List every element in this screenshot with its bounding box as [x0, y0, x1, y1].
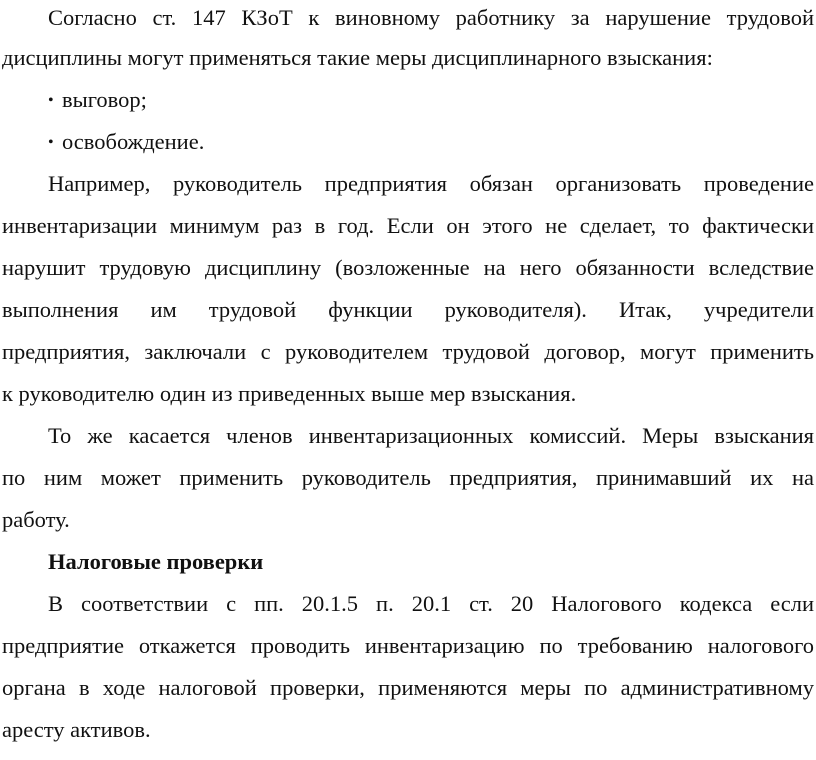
paragraph-line: к руководителю один из приведенных выше мер взыскания. [2, 381, 577, 406]
paragraph-line: дисциплины могут применяться такие меры дисциплинарного взыскания: [2, 45, 713, 70]
paragraph-line: То же касается членов инвентаризационных комиссий. Меры взыскания [48, 423, 814, 448]
bullet-icon: • [48, 134, 54, 151]
paragraph-line: предприятие откажется проводить инвентаризацию по требованию налогового [2, 633, 814, 658]
paragraph-line: В соответствии с пп. 20.1.5 п. 20.1 ст. 20 Налогового кодекса если [48, 591, 814, 616]
paragraph-line: Например, руководитель предприятия обязан организовать проведение [48, 171, 814, 196]
paragraph-line: предприятия, заключали с руководителем трудовой договор, могут применить [2, 339, 814, 364]
list-item-text: освобождение. [62, 129, 205, 154]
list-item [48, 85, 814, 115]
paragraph-line: аресту активов. [2, 717, 151, 742]
list-item [48, 127, 814, 157]
paragraph-line: работу. [2, 507, 70, 532]
paragraph-line: нарушит трудовую дисциплину (возложенные на него обязанности вследствие [2, 255, 814, 280]
paragraph-line: выполнения им трудовой функции руководителя). Итак, учредители [2, 297, 814, 322]
paragraph-line: органа в ходе налоговой проверки, применяются меры по административному [2, 675, 814, 700]
paragraph-line: инвентаризации минимум раз в год. Если он этого не сделает, то фактически [2, 213, 814, 238]
bullet-icon: • [48, 92, 54, 109]
list-item-text: выговор; [62, 87, 147, 112]
paragraph-line: по ним может применить руководитель предприятия, принимавший их на [2, 465, 814, 490]
section-heading: Налоговые проверки [48, 549, 264, 574]
paragraph-line: Согласно ст. 147 КЗоТ к виновному работнику за нарушение трудовой [48, 5, 814, 30]
